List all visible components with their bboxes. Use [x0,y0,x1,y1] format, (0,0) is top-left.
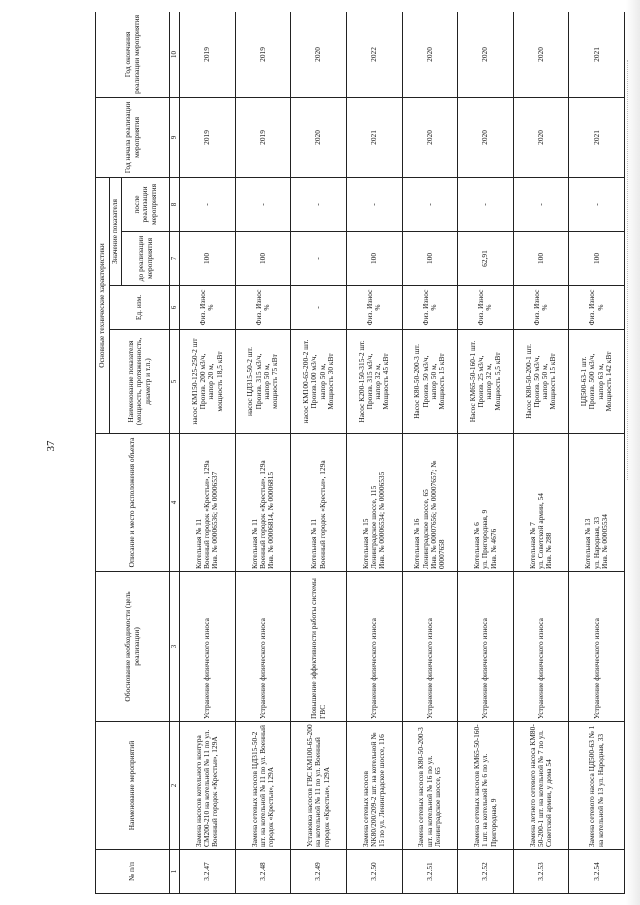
table-row [569,12,625,894]
table-row [235,12,291,894]
table-row [513,12,569,894]
year-start: 2021 [346,97,402,177]
indicator-name: насос КМ150-125-250-2 шт Произв. 200 м3/ч, напор 20 м, мощность 18,5 кВт [180,330,236,434]
indicator-name: ЦД500-63-1 шт. Произв. 500 м3/ч, напор 63 м, Мощность 142 кВт [569,330,625,434]
value-before: 100 [402,232,458,286]
row-number: 3.2.50 [346,850,402,894]
indicator-name: Насос К200-150-315-2 шт. Произв. 315 м3/ч, напор 32 м, Мощность 45 кВт [346,330,402,434]
indicator-unit: Физ. Износ % [569,286,625,330]
value-before: 100 [180,232,236,286]
document-table-area [95,12,625,894]
year-start: 2019 [235,97,291,177]
indicator-name: насос ЦД315-50-2 шт. Произв. 315 м3/ч, напор 50 м, мощность 75 кВт [235,330,291,434]
column-number: 2 [170,722,180,850]
measure-name: Замена сетевых насосов ЦД315-50-2 шт. на котельной № 11 по ул. Военный городок «Крестьи», 129А [235,722,291,850]
column-number: 7 [170,232,180,286]
value-before: - [291,232,347,286]
measure-name: Установка насосов ГВС КМ100-65-200 на котельной № 11 по ул. Военный городок «Крестьи», 129А [291,722,347,850]
table-row [180,12,236,894]
column-number: 8 [170,177,180,231]
indicator-unit: Физ. Износ % [180,286,236,330]
header-unit: Ед. изм. [110,286,170,330]
measure-name: Замена сетевых насосов КМ65-50-160-1 шт. на котельной № 6 по ул. Пригородная, 9 [458,722,514,850]
column-number: 3 [170,572,180,722]
indicator-unit: Физ. Износ % [513,286,569,330]
column-number: 5 [170,330,180,434]
indicator-unit: Физ. Износ % [235,286,291,330]
indicator-unit: Физ. Износ % [458,286,514,330]
value-after: - [235,177,291,231]
value-before: 100 [235,232,291,286]
indicator-name: Насос К80-50-200-3 шт. Произв. 50 м3/ч, напор 50 м, Мощность 15 кВт [402,330,458,434]
value-after: - [402,177,458,231]
indicator-name: насос КМ100-65-200-2 шт. Произв.100 м3/ч, напор 50 м, Мощность 30 кВт [291,330,347,434]
value-before: 100 [346,232,402,286]
object-location: Котельная № 11 Военный городок «Крестьи», 129а Инв. № 00006536; № 00006537 [180,434,236,572]
value-before: 100 [513,232,569,286]
object-location: Котельная № 11 Военный городок «Крестьи», 129а [291,434,347,572]
header-tech-characteristics: Основные технические характеристики [96,177,110,433]
year-start: 2020 [458,97,514,177]
year-start: 2021 [569,97,625,177]
measure-reason: Устранение физического износа [569,572,625,722]
header-year-end: Год окончания реализации мероприятия [96,12,170,97]
column-number: 6 [170,286,180,330]
year-end: 2020 [291,12,347,97]
measure-reason: Устранение физического износа [180,572,236,722]
object-location: Котельная № 16 Ленинградское шоссе, 65 Инв. № 00007656; № 00007657; № 00007658 [402,434,458,572]
table-row [346,12,402,894]
header-after: после реализации мероприятия [122,177,170,231]
measure-reason: Повышение эффективности работы системы ГВС [291,572,347,722]
row-number: 3.2.54 [569,850,625,894]
measure-name: Замена сетевого насоса ЦД500-63 № 1 на котельной № 13 ул. Народная, 33 [569,722,625,850]
value-after: - [458,177,514,231]
row-number: 3.2.51 [402,850,458,894]
object-location: Котельная № 13 ул. Народная, 33 Инв. № 00005534 [569,434,625,572]
header-year-start: Год начала реализации мероприятия [96,97,170,177]
value-after: - [291,177,347,231]
measure-reason: Устранение физического износа [402,572,458,722]
measure-name: Замена сетевых насосов К80-50-200-3 шт. на котельной № 16 по ул. Ленинградское шоссе, 65 [402,722,458,850]
value-after: - [513,177,569,231]
rotated-table-container [95,12,625,894]
year-end: 2020 [458,12,514,97]
year-start: 2020 [402,97,458,177]
row-number: 3.2.48 [235,850,291,894]
table-row [458,12,514,894]
measure-reason: Устранение физического износа [458,572,514,722]
header-location: Описание и место расположения объекта [96,434,170,572]
indicator-unit: - [291,286,347,330]
object-location: Котельная № 11 Военный городок «Крестьи», 129а Инв. № 00006814, № 00006815 [235,434,291,572]
year-end: 2021 [569,12,625,97]
year-start: 2020 [513,97,569,177]
header-reason: Обоснование необходимости (цель реализации) [96,572,170,722]
object-location: Котельная № 15 Ленинградское шоссе, 115 Инв. № 00006534; № 00006535 [346,434,402,572]
row-number: 3.2.47 [180,850,236,894]
value-before: 62,91 [458,232,514,286]
value-after: - [569,177,625,231]
year-end: 2022 [346,12,402,97]
row-number: 3.2.49 [291,850,347,894]
column-number: 9 [170,97,180,177]
measures-table [95,12,625,894]
indicator-name: Насос К80-50-200-1 шт. Произв. 50 м3/ч, напор 50 м, Мощность 15 кВт [513,330,569,434]
indicator-unit: Физ. Износ % [346,286,402,330]
header-number: № п/п [96,850,170,894]
year-end: 2019 [180,12,236,97]
table-row [291,12,347,894]
measure-reason: Устранение физического износа [235,572,291,722]
column-number: 4 [170,434,180,572]
page-number: 37 [45,440,57,452]
year-start: 2020 [291,97,347,177]
row-number: 3.2.52 [458,850,514,894]
row-number: 3.2.53 [513,850,569,894]
table-body [180,12,625,894]
year-start: 2019 [180,97,236,177]
year-end: 2020 [402,12,458,97]
value-after: - [180,177,236,231]
scan-margin-mark [627,60,638,480]
year-end: 2020 [513,12,569,97]
table-row [402,12,458,894]
measure-reason: Устранение физического износа [346,572,402,722]
indicator-name: Насос КМ65-50-160-1 шт. Произв. 25 м3/ч, напор 32 м, Мощность 5,5 кВт [458,330,514,434]
object-location: Котельная № 6 ул. Пригородная, 9 Инв. № 4676 [458,434,514,572]
year-end: 2019 [235,12,291,97]
measure-name: Замена насосов котельного контура СМ200-210 на котельной № 11 по ул. Военный городок «Крестьи», 129А [180,722,236,850]
measure-name: Замена летнего сетевого насоса КМ80-50-200-1 шт. на котельной № 7 по ул. Советской армии, у дома 54 [513,722,569,850]
value-after: - [346,177,402,231]
measure-name: Замена сетевых насосов NK80/200/209-2 шт. на котельной № 15 по ул. Ленинградское шоссе, 116 [346,722,402,850]
header-name: Наименование мероприятий [96,722,170,850]
value-before: 100 [569,232,625,286]
column-number: 10 [170,12,180,97]
header-indicator-values: Значение показателя [110,177,122,285]
header-indicator: Наименование показателя (мощность, протяженность, диаметр и т.п.) [110,330,170,434]
header-before: до реализации мероприятия [122,232,170,286]
measure-reason: Устранение физического износа [513,572,569,722]
indicator-unit: Физ. Износ % [402,286,458,330]
object-location: Котельная № 7 ул. Советской армии, 54 Инв. № 288 [513,434,569,572]
column-number: 1 [170,850,180,894]
